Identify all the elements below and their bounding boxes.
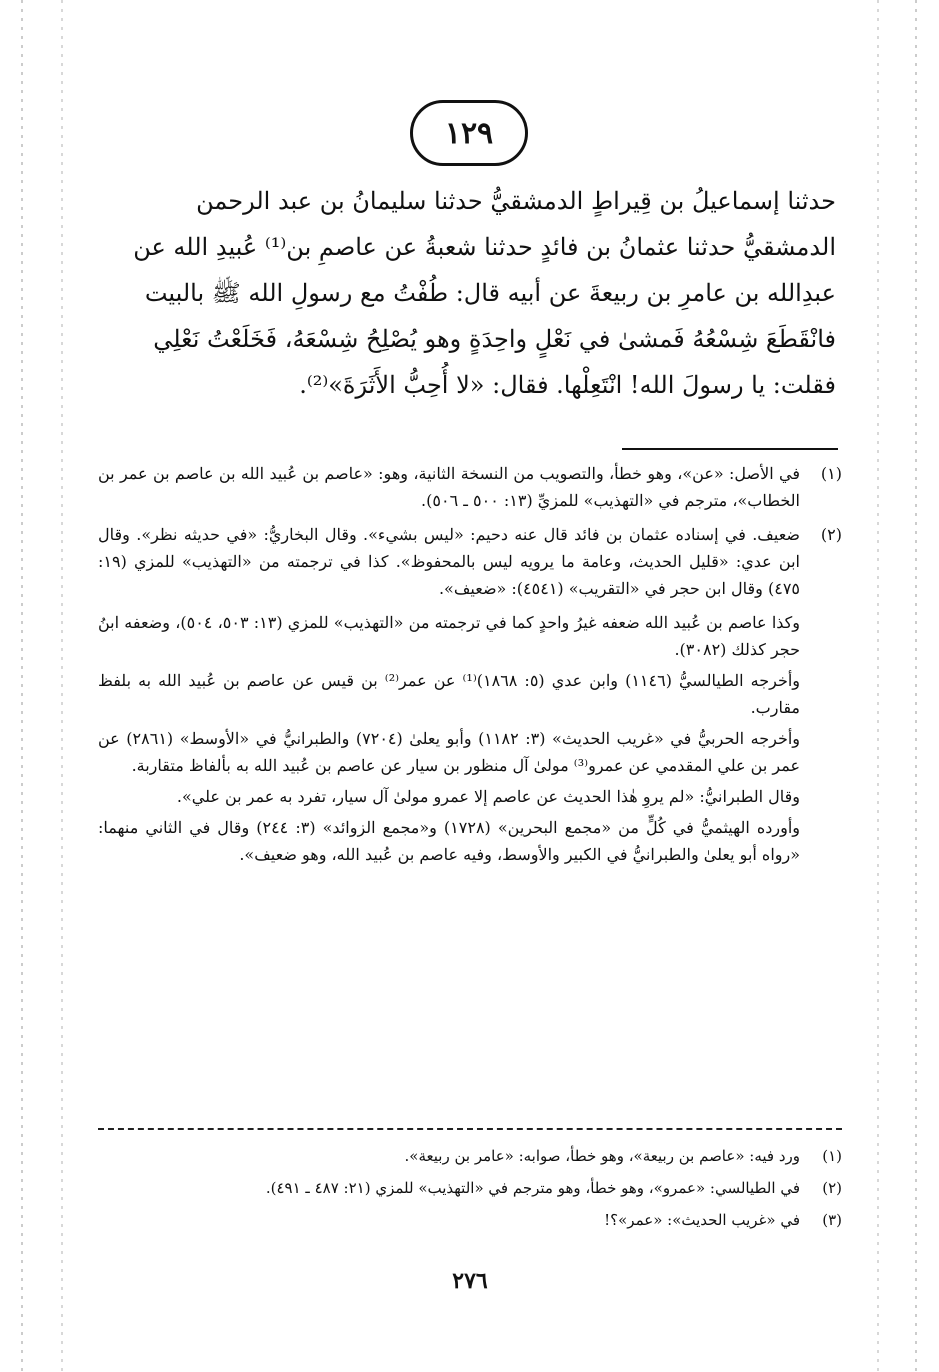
footnote-paragraph: ضعيف. في إسناده عثمان بن فائد قال عنه دحيم: «ليس بشيء». وقال البخاريُّ: «في حديثه نظر». وقال ابن عدي: «قليل الحديث، وعامة ما يرويه ليس بالمحفوظ». كذا في ترجمته من «التهذيب» للمزي (١٩: ٤٧٥) وقال ابن حجر في «التقريب» (٤٥٤١): «ضعيف». bbox=[98, 525, 800, 598]
hadith-line: عبدِالله بن عامرِ بن ربيعةَ عن أبيه قال: طُفْتُ مع رسولِ الله ﷺ بالبيت bbox=[144, 279, 836, 307]
hadith-text bbox=[98, 178, 836, 408]
footnote-separator bbox=[622, 448, 838, 450]
footnote-number: (١) bbox=[820, 464, 842, 483]
sub-footnotes bbox=[98, 1140, 842, 1236]
sub-footnote-text: في «غريب الحديث»: «عمر»؟! bbox=[604, 1211, 800, 1229]
sub-footnote-text: ورد فيه: «عاصم بن ربيعة»، وهو خطأ، صوابه: «عامر بن ربيعة». bbox=[404, 1147, 800, 1165]
footnote-continuation: وأخرجه الطيالسيُّ (١١٤٦) وابن عدي (٥: ١٨٦٨)⁽¹⁾ عن عمر⁽²⁾ بن قيس عن عاصم بن عُبيد الله به بلفظ مقارب. bbox=[98, 671, 801, 717]
footnote bbox=[98, 460, 842, 518]
footnote-paragraph: في الأصل: «عن»، وهو خطأ، والتصويب من النسخة الثانية، وهو: «عاصم بن عُبيد الله بن عاصم بن عمر بن الخطاب»، مترجم في «التهذيب» للمزيِّ (١٣: ٥٠٠ ـ ٥٠٦). bbox=[98, 464, 800, 510]
sub-footnote-number: (٣) bbox=[822, 1211, 842, 1229]
hadith-line: فانْقَطَعَ شِسْعُهُ فَمشىٰ في نَعْلٍ واحِدَةٍ وهو يُصْلِحُ شِسْعَهُ، فَخَلَعْتُ نَعْلِي bbox=[153, 325, 836, 353]
footnote-continuation: وأخرجه الحربيُّ في «غريب الحديث» (٣: ١١٨٢) وأبو يعلىٰ (٧٢٠٤) والطبرانيُّ في «الأوسط» (٢٨٦١) عن عمر بن علي المقدمي عن عمرو⁽³⁾ مولىٰ آل منظور بن سيار عن عاصم بن عُبيد الله به بألفاظ متقاربة. bbox=[98, 729, 801, 775]
footnote-body bbox=[98, 521, 800, 606]
footnote-continuation: وكذا عاصم بن عُبيد الله ضعفه غيرُ واحدٍ كما في ترجمته من «التهذيب» للمزي (١٣: ٥٠٣، ٥٠٤)، وضعفه ابنُ حجر كذلك (٣٠٨٢). bbox=[98, 613, 801, 659]
sub-footnote-number: (١) bbox=[822, 1147, 842, 1165]
sub-footnote-separator bbox=[98, 1128, 842, 1130]
hadith-line: الدمشقيُّ حدثنا عثمانُ بن فائدٍ حدثنا شعبةُ عن عاصمِ بن⁽¹⁾ عُبيدِ الله عن bbox=[133, 233, 836, 261]
footnote-number: (٢) bbox=[820, 525, 842, 544]
footnote bbox=[98, 521, 842, 606]
footnotes bbox=[98, 460, 842, 872]
sub-footnote bbox=[98, 1204, 842, 1236]
hadith-number-badge: ١٢٩ bbox=[410, 100, 528, 166]
sub-footnote-number: (٢) bbox=[822, 1179, 842, 1197]
sub-footnote-text: في الطيالسي: «عمرو»، وهو خطأ، وهو مترجم في «التهذيب» للمزي (٢١: ٤٨٧ ـ ٤٩١). bbox=[265, 1179, 800, 1197]
hadith-line: حدثنا إسماعيلُ بن قِيراطٍ الدمشقيُّ حدثنا سليمانُ بن عبد الرحمن bbox=[196, 187, 836, 215]
footnote-continuation: وقال الطبرانيُّ: «لم يروِ هٰذا الحديث عن عاصم إلا عمرو مولىٰ آل سيار، تفرد به عمر بن علي». bbox=[176, 787, 800, 806]
footnote-body bbox=[98, 460, 800, 518]
sub-footnote bbox=[98, 1172, 842, 1204]
hadith-line: فقلت: يا رسولَ الله! انْتَعِلْها. فقال: «لا أُحِبُّ الأَثَرَةَ»⁽²⁾. bbox=[299, 371, 836, 399]
sub-footnote bbox=[98, 1140, 842, 1172]
footnote-continuation: وأورده الهيثميُّ في كُلٍّ من «مجمع البحرين» (١٧٢٨) و«مجمع الزوائد» (٣: ٢٤٤) وقال في الثاني منهما: «رواه أبو يعلىٰ والطبرانيُّ في الكبير والأوسط، وفيه عاصم بن عُبيد الله، وهو ضعيف». bbox=[98, 818, 800, 864]
page-number: ٢٧٦ bbox=[452, 1268, 488, 1294]
